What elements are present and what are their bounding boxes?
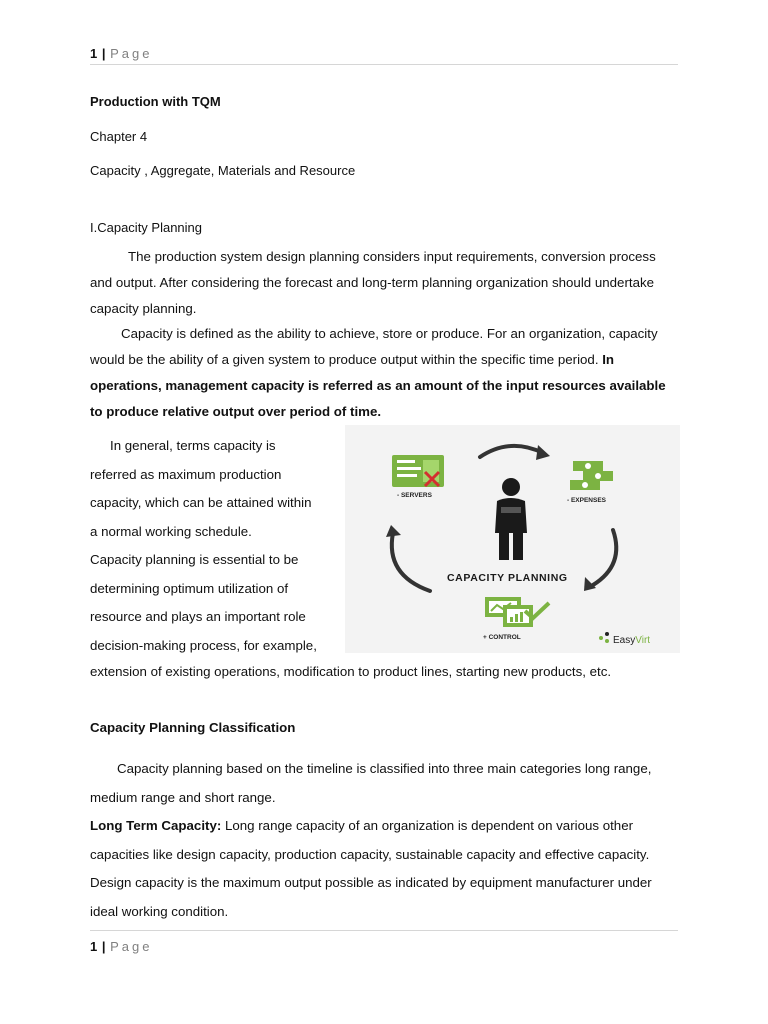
long-term-capacity-label: Long Term Capacity: bbox=[90, 818, 222, 833]
expenses-icon bbox=[570, 461, 613, 490]
svg-text:EasyVirt: EasyVirt bbox=[613, 635, 651, 646]
page-separator: | bbox=[101, 46, 106, 61]
easyvirt-logo bbox=[599, 632, 650, 646]
page-separator: | bbox=[101, 939, 106, 954]
control-label: + CONTROL bbox=[483, 634, 521, 641]
paragraph-4 bbox=[90, 812, 680, 926]
wrapped-text bbox=[90, 432, 340, 660]
expenses-label: - EXPENSES bbox=[567, 497, 607, 504]
chapter-subtitle: Capacity , Aggregate, Materials and Resource bbox=[90, 163, 356, 178]
section-heading-classification: Capacity Planning Classification bbox=[90, 720, 296, 735]
wrap-line: Capacity planning is essential to be bbox=[90, 552, 299, 567]
section-heading-capacity-planning: I.Capacity Planning bbox=[90, 220, 203, 235]
page-word: Page bbox=[110, 46, 153, 61]
paragraph-2-text: Capacity is defined as the ability to achieve, store or produce. For an organization, capacity would be the ability of a given system to produce output within the specific time period. bbox=[90, 326, 658, 367]
page-word: Page bbox=[110, 939, 153, 954]
page-number: 1 bbox=[90, 939, 98, 954]
paragraph-2 bbox=[90, 321, 680, 425]
page-footer bbox=[90, 930, 678, 954]
wrap-line: resource and plays an important role bbox=[90, 609, 306, 624]
paragraph-4-text: Long range capacity of an organization is dependent on various other capacities like design capacity, production capacity, sustainable capacity and effective capacity. Design capacity is the maximum output possible as indicated by equipment manufacturer under ideal working condition. bbox=[90, 818, 652, 919]
figure-center-label: CAPACITY PLANNING bbox=[447, 572, 568, 584]
servers-icon bbox=[392, 455, 444, 487]
control-icon bbox=[485, 597, 549, 627]
capacity-planning-figure bbox=[345, 425, 680, 653]
page-number: 1 bbox=[90, 46, 98, 61]
servers-label: - SERVERS bbox=[397, 492, 432, 499]
paragraph-1-text: The production system design planning considers input requirements, conversion process and output. After considering the forecast and long-term planning organization should undertake capacity planning. bbox=[90, 249, 656, 316]
wrap-line: determining optimum utilization of bbox=[90, 580, 289, 596]
wrap-line: decision-making process, for example, bbox=[90, 637, 317, 653]
wrap-line: capacity, which can be attained within bbox=[90, 495, 312, 510]
wrap-continuation: extension of existing operations, modification to product lines, starting new products, etc. bbox=[90, 664, 612, 679]
page-header bbox=[90, 46, 678, 65]
person-icon bbox=[495, 478, 527, 560]
paragraph-1 bbox=[90, 244, 680, 322]
doc-title: Production with TQM bbox=[90, 94, 221, 109]
paragraph-2-bold: In operations, management capacity is referred as an amount of the input resources available to produce relative output over period of time. bbox=[90, 352, 666, 419]
wrap-line: a normal working schedule. bbox=[90, 523, 252, 539]
paragraph-3-text: Capacity planning based on the timeline is classified into three main categories long range, medium range and short range. bbox=[90, 761, 652, 805]
chapter-label: Chapter 4 bbox=[90, 129, 148, 144]
wrap-line: referred as maximum production bbox=[90, 466, 282, 482]
wrap-line: In general, terms capacity is bbox=[110, 438, 276, 453]
paragraph-3 bbox=[90, 755, 680, 812]
